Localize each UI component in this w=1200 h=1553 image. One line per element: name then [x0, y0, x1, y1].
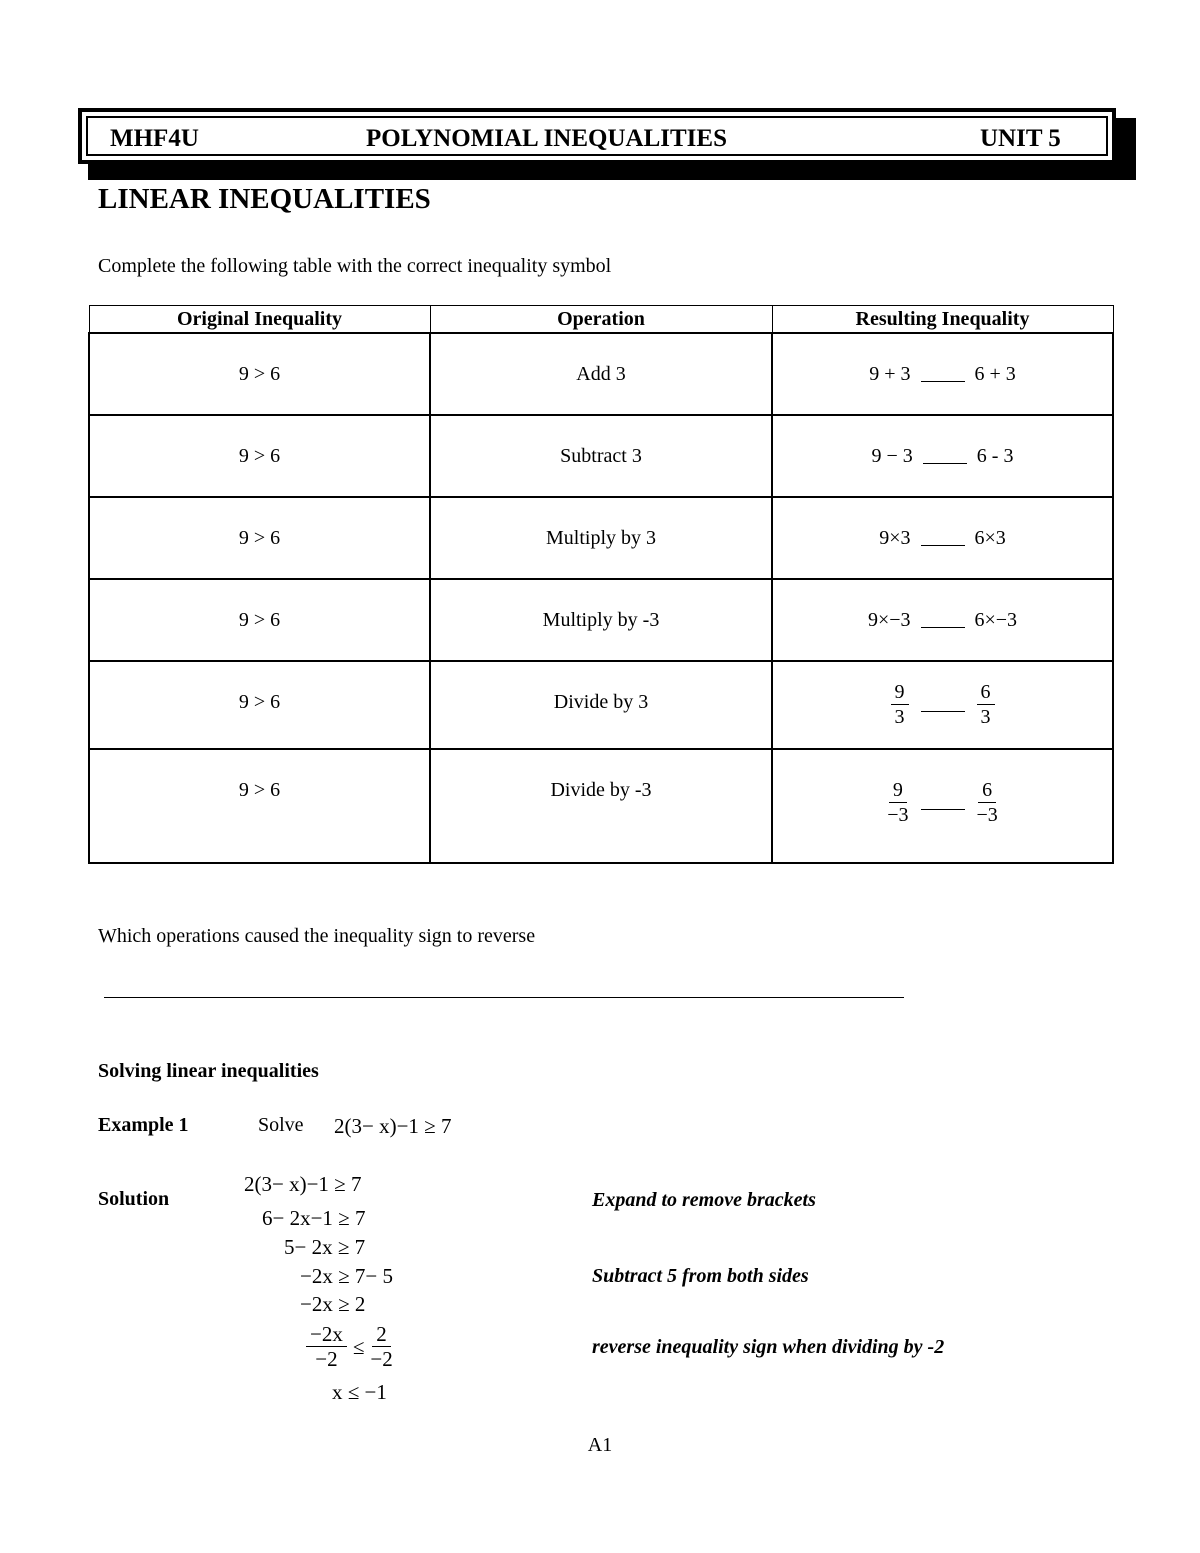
result-right-fraction: [977, 680, 995, 729]
denominator: −2: [315, 1347, 338, 1371]
page-number: A1: [587, 1434, 613, 1456]
numerator: 9: [889, 778, 907, 803]
table-header-row: [89, 306, 1113, 334]
answer-blank[interactable]: [923, 449, 967, 464]
course-code: MHF4U: [110, 125, 199, 152]
result-right: 6×−3: [974, 609, 1018, 631]
inequality-sign: ≤: [352, 1334, 365, 1359]
numerator: −2x: [306, 1322, 347, 1347]
table-row: [89, 661, 1113, 749]
result-left-fraction: [887, 778, 908, 827]
answer-blank[interactable]: [921, 697, 965, 712]
note-reverse: reverse inequality sign when dividing by -2: [592, 1336, 945, 1358]
answer-blank[interactable]: [921, 795, 965, 810]
column-header: Operation: [430, 306, 772, 334]
result-left: 9 + 3: [869, 363, 911, 385]
answer-line[interactable]: [104, 997, 904, 998]
original-inequality: 9 > 6: [238, 609, 281, 631]
solution-step: 6− 2x−1 ≥ 7: [262, 1206, 366, 1230]
solution-step: 5− 2x ≥ 7: [284, 1235, 366, 1259]
solution-step: −2x ≥ 7− 5: [300, 1264, 393, 1288]
denominator: 3: [980, 706, 991, 728]
operation: Divide by 3: [553, 691, 649, 713]
operation: Multiply by 3: [545, 527, 656, 549]
result-left: 9 − 3: [871, 445, 913, 467]
numerator: 6: [977, 680, 995, 705]
result-right: 6 + 3: [974, 363, 1016, 385]
inequality-table: [88, 305, 1114, 864]
section-title: LINEAR INEQUALITIES: [98, 183, 431, 215]
table-row: [89, 415, 1113, 497]
result-right: 6×3: [974, 527, 1006, 549]
unit-label: UNIT 5: [980, 125, 1061, 152]
numerator: 9: [891, 680, 909, 705]
denominator: −3: [976, 804, 998, 826]
solving-heading: Solving linear inequalities: [98, 1060, 319, 1082]
result-right-fraction: [977, 778, 998, 827]
result-left: 9×3: [879, 527, 911, 549]
note-expand: Expand to remove brackets: [592, 1189, 816, 1211]
result-right: 6 - 3: [976, 445, 1014, 467]
result-left-fraction: [891, 680, 909, 729]
example-label: Example 1: [98, 1114, 189, 1136]
original-inequality: 9 > 6: [238, 445, 281, 467]
original-inequality: 9 > 6: [238, 779, 281, 801]
denominator: 3: [894, 706, 905, 728]
original-inequality: 9 > 6: [238, 691, 281, 713]
column-header: Resulting Inequality: [772, 306, 1113, 334]
solution-step: 2(3− x)−1 ≥ 7: [244, 1172, 362, 1196]
solution-step: x ≤ −1: [332, 1380, 387, 1404]
answer-blank[interactable]: [921, 531, 965, 546]
header-title: POLYNOMIAL INEQUALITIES: [366, 125, 727, 152]
operation: Divide by -3: [550, 779, 652, 801]
result-left: 9×−3: [867, 609, 911, 631]
operation: Subtract 3: [560, 445, 642, 467]
answer-blank[interactable]: [921, 367, 965, 382]
denominator: −3: [887, 804, 909, 826]
note-subtract: Subtract 5 from both sides: [592, 1265, 809, 1287]
original-inequality: 9 > 6: [238, 527, 281, 549]
solution-step-fraction: [306, 1322, 393, 1371]
operation: Add 3: [576, 363, 626, 385]
table-row: [89, 333, 1113, 415]
table-row: [89, 749, 1113, 863]
table-row: [89, 497, 1113, 579]
column-header: Original Inequality: [89, 306, 430, 334]
solution-label: Solution: [98, 1188, 170, 1210]
solve-word: Solve: [258, 1114, 304, 1136]
numerator: 6: [978, 778, 996, 803]
denominator: −2: [370, 1347, 393, 1371]
numerator: 2: [372, 1322, 391, 1347]
example-problem: 2(3− x)−1 ≥ 7: [334, 1114, 452, 1138]
original-inequality: 9 > 6: [238, 363, 281, 385]
table-row: [89, 579, 1113, 661]
instruction-text: Complete the following table with the correct inequality symbol: [98, 255, 612, 277]
reverse-question: Which operations caused the inequality sign to reverse: [98, 925, 536, 947]
solution-step: −2x ≥ 2: [300, 1292, 366, 1316]
operation: Multiply by -3: [542, 609, 660, 631]
answer-blank[interactable]: [921, 613, 965, 628]
